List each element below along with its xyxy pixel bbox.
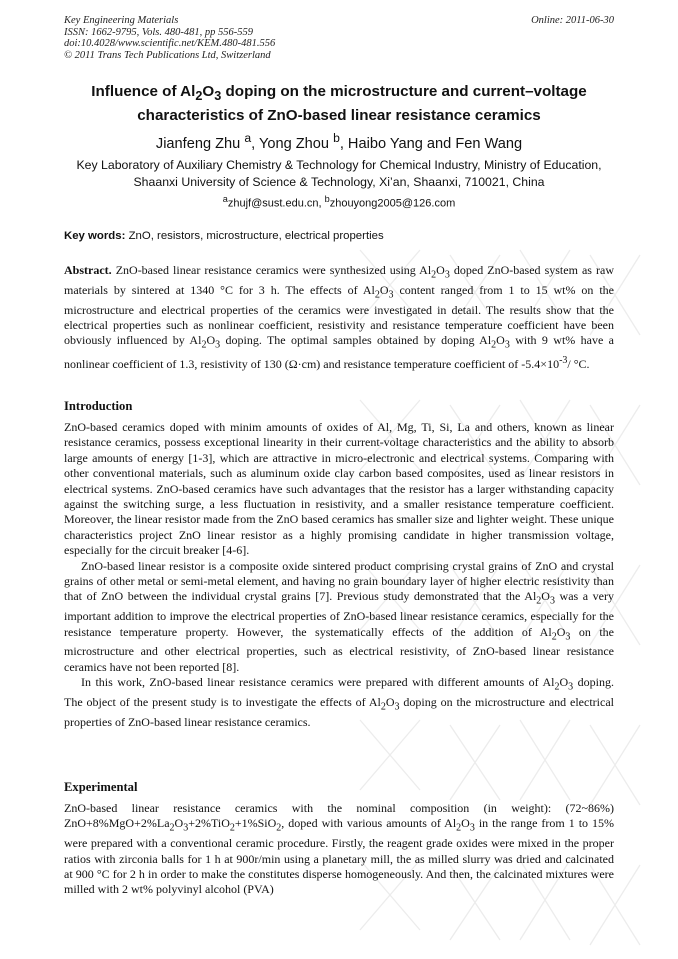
keywords: Key words: ZnO, resistors, microstructure, electrical properties bbox=[64, 230, 384, 242]
doi-line: doi:10.4028/www.scientific.net/KEM.480-481.556 bbox=[64, 38, 276, 49]
journal-name: Key Engineering Materials bbox=[64, 15, 179, 26]
affiliation-line: Key Laboratory of Auxiliary Chemistry & Technology for Chemical Industry, Ministry of Education, bbox=[76, 158, 602, 172]
email-link[interactable]: zhouyong2005@126.com bbox=[329, 197, 456, 210]
keywords-label: Key words: bbox=[64, 230, 126, 242]
affiliation-line: Shaanxi University of Science & Technology, Xi’an, Shaanxi, 710021, China bbox=[133, 175, 545, 189]
paragraph: ZnO-based linear resistance ceramics with the nominal composition (in weight): (72~86%) $ZnO+8\%MgO+2\%La_2O_3+2\%TiO_2+1\%SiO_2$, doped with various amounts of $Al_2O_3$ in the range from 1 to 15% were prepared with a conventional ceramic procedure. Firstly, the reagent grade oxides were mixed in the proper ratios with zirconia balls for 1 h at 900r/min using a planetary mill, the as milled slurry was dried and calcinated at 900 °C for 2 h in order to make the constitutes disperse homogeneously. And then, the calcinated mixtures were milled with 2 wt% polyvinyl alcohol (PVA) bbox=[64, 801, 614, 897]
section-heading-introduction: Introduction bbox=[64, 399, 133, 413]
paragraph: In this work, ZnO-based linear resistance ceramics were prepared with different amounts of $Al_2O_3$ doping. The object of the present study is to investigate the effects of $Al_2O_3$ doping on the microstructure and electrical properties of ZnO-based linear resistance ceramics. bbox=[64, 675, 614, 729]
paragraph: ZnO-based linear resistor is a composite oxide sintered product comprising crystal grains of ZnO and crystal grains of other metal or semi-metal element, and having no grain boundary layer of higher electric resistivity than that of ZnO between the individual crystal grains [7]. Previous study demonstrated that the $Al_2O_3$ was a very important addition to improve the electrical properties of ZnO-based linear resistance ceramics, especially for the resistance temperature property. However, the systematically effects of the addition of $Al_2O_3$ on the microstructure and other electrical properties, such as electrical resistivity, of ZnO-based linear resistance ceramics have not been reported [8]. bbox=[64, 558, 615, 674]
email-link[interactable]: zhujf@sust.edu.cn, bbox=[227, 197, 325, 210]
abstract: Abstract. ZnO-based linear resistance ceramics were synthesized using $Al_2O_3$ doped ZnO-based system as raw materials by sintered at 1340 °C for 3 h. The effects of $Al_2O_3$ content ranged from 1 to 15 wt% on the microstructure and electrical properties of the ceramics were investigated in detail. The results show that the electrical properties such as nonlinear coefficient, resistivity and resistance temperature coefficient have been obviously influenced by $Al_2O_3$ doping. The optimal samples obtained by doping $Al_2O_3$ with 9 wt% have a nonlinear coefficient of 1.3, resistivity of 130 (Ω·cm) and resistance temperature coefficient of $-5.4\times 10^{-3}/$ °C. bbox=[64, 263, 615, 372]
author-emails: $^a$zhujf@sust.edu.cn, $^b$zhouyong2005@126.com bbox=[222, 194, 456, 210]
section-heading-experimental: Experimental bbox=[64, 780, 138, 794]
journal-header bbox=[64, 15, 275, 61]
online-date: Online: 2011-06-30 bbox=[531, 15, 614, 26]
introduction-body bbox=[64, 420, 614, 730]
affiliation bbox=[40, 157, 638, 191]
paragraph: ZnO-based ceramics doped with minim amounts of oxides of Al, Mg, Ti, Si, La and others, known as linear resistance ceramics, possess exceptional linearity in their current-voltage characteristics and the ability to absorb large amounts of energy [1-3], which are attractive in micro-electronic and electrical systems. Comparing with other conventional materials, such as aluminum oxide clay carbon based composites, used as linear resistors in electrical systems. ZnO-based ceramics have such advantages that the resistor has a larger withstanding capacity against the switching surge, a less fluctuation in resistivity, and a smaller resistance temperature coefficient. Moreover, the linear resistor made from the ZnO based ceramics has smaller size and lighter weight. These unique characteristics project ZnO linear resistor as a highly promising candidate in higher transmission voltage, especially for the circuit breaker [4-6]. bbox=[64, 420, 614, 558]
experimental-body bbox=[64, 801, 614, 898]
copyright-line: © 2011 Trans Tech Publications Ltd, Switzerland bbox=[64, 49, 271, 61]
author-list: Jianfeng Zhu $^a$, Yong Zhou $^b$, Haibo Yang and Fen Wang bbox=[155, 131, 523, 152]
issn-line: ISSN: 1662-9795, Vols. 480-481, pp 556-559 bbox=[64, 26, 253, 38]
abstract-label: Abstract. bbox=[64, 263, 112, 277]
paper-title: Influence of $Al_2O_3$ doping on the microstructure and current–voltage characteristics of ZnO-based linear resistance ceramics bbox=[91, 83, 587, 125]
